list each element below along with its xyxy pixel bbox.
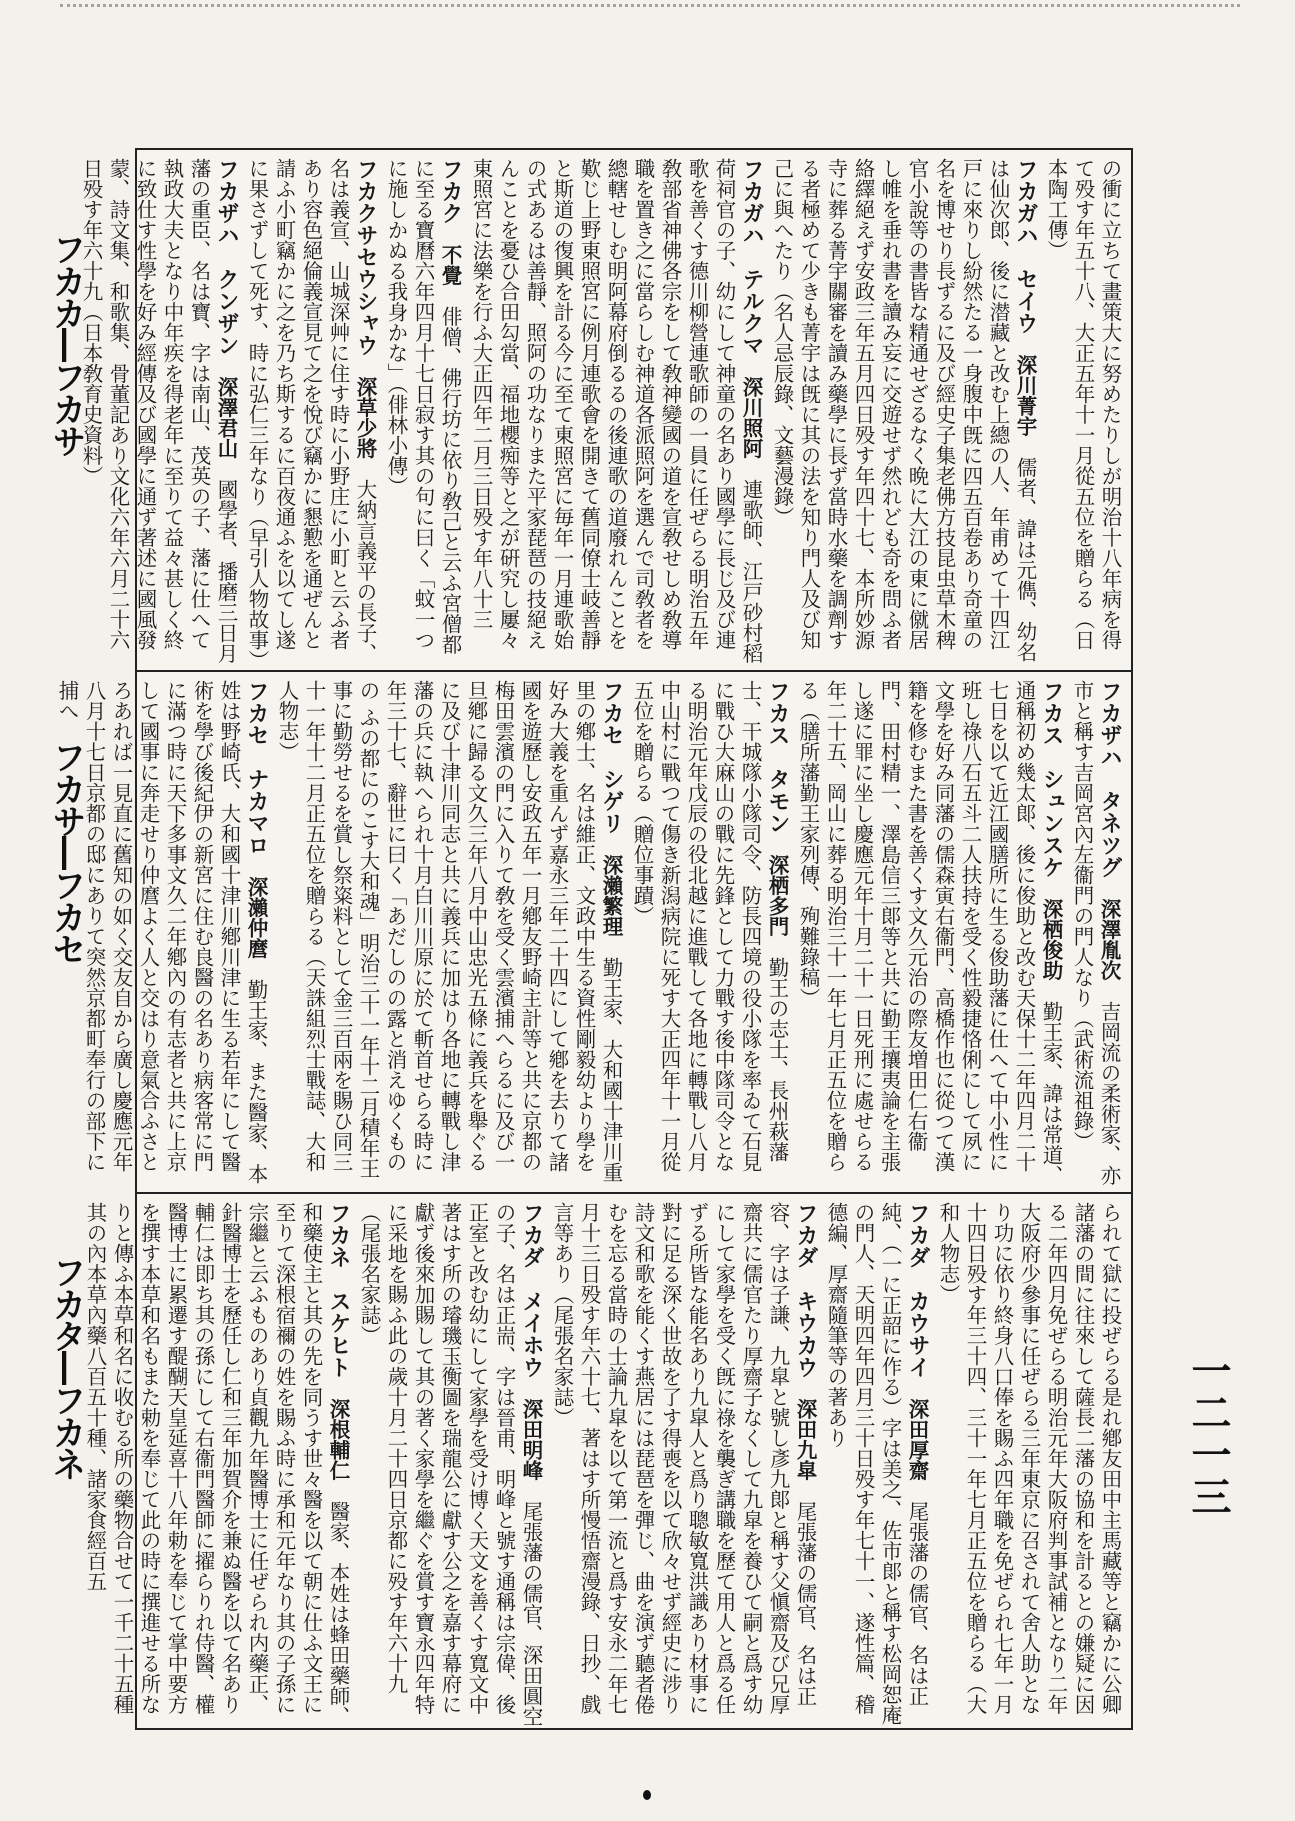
entry-heading: フカダ カウサイ xyxy=(905,1202,930,1378)
band-bottom xyxy=(83,1194,1131,1732)
band-top xyxy=(79,150,1131,672)
entry-name: 深草少將 xyxy=(353,376,377,459)
entry-heading: フカザハ タネツグ xyxy=(1097,680,1122,878)
entry-text: 大納言義平の長子、名は義宣、山城深艸に住す時に小野庄に小町と云ふ者あり容色絕倫義宣見て之を悅び竊かに懇懃を通ぜんと請ふ小町竊かに之を乃ち斯するに百夜通ふを以てし遂に果さずして死す、時に弘仁三年なり（早引人物故事） xyxy=(245,158,377,671)
entry-name: 深田厚齋 xyxy=(905,1398,929,1481)
entry-heading: フカクサセウシャウ xyxy=(353,158,378,356)
entry-text: 俳僧、佛行坊に依り敎己と云ふ宮僧都に至る寶曆六年四月十七日寂す其の句に曰く「蚊一つに施しかぬる我身かな」（俳林小傳） xyxy=(384,158,462,655)
entry-text: の衝に立ちて畫策大に努めたりしが明治十八年病を得て殁す年五十八、大正五年十一月從五位を贈らる（日本陶工傳） xyxy=(1044,158,1122,650)
entry-heading: フカネ スケヒト xyxy=(326,1202,351,1378)
running-head-3: フカタ―フカネ xyxy=(46,1255,86,1479)
entry-middle-1 xyxy=(794,680,1065,1188)
entry-middle-3 xyxy=(273,680,625,1188)
entry-name: 深瀨仲麿 xyxy=(244,876,268,959)
entry-name: 深田九皐 xyxy=(793,1398,817,1481)
entry-top-3 xyxy=(382,158,464,666)
entry-text: 吉岡流の柔術家、亦市と稱す吉岡宮內左衞門の門人なり（武術流祖錄） xyxy=(1070,680,1121,1186)
entry-heading: フカク xyxy=(438,158,463,224)
entry-top-5 xyxy=(77,158,240,666)
entry-heading: フカガハ テルクマ xyxy=(739,158,764,356)
entry-name: 深栖多門 xyxy=(765,854,789,937)
entry-bottom-1 xyxy=(822,1202,931,1728)
page-number: 一二一三 xyxy=(1185,1350,1232,1518)
entry-heading: フカザハ クンザン xyxy=(214,158,239,356)
entry-top-0 xyxy=(1042,158,1123,666)
entry-top-1 xyxy=(768,158,1039,666)
entry-name: 不覺 xyxy=(438,244,462,286)
entry-name: 深根輔仁 xyxy=(326,1398,350,1481)
entry-text: 尾張藩の儒官、深田圓空の子、名は正耑、字は晉甫、明峰と號す通稱は宗偉、後正室と改む幼にして家學を受け博く天文を善くす寬文中著はす所の璿璣玉衡圖を瑞龍公に獻す公之を嘉す幕府に獻ず後來加賜して其の著く家學を繼ぐを賞す寶永四年特に采地を賜ふ此の歲十月二十四日京都に殁す年六十九（尾張名家誌） xyxy=(357,1202,543,1727)
entry-heading: フカス タモン xyxy=(765,680,790,834)
entry-text: 尾張藩の儒官、名は正純、（一に正韶に作る）字は美之、佐市郞と稱す松岡恕庵の門人、天明四年四月三十日殁す年七十一、遂性篇、稽德編、厚齋隨筆等の著あり xyxy=(824,1202,929,1725)
entry-text: 連歌師、江戸砂村稻荷祠官の子、幼にして神童の名あり國學に長じ及び連歌を善くす德川柳營連歌師の一員に任ぜらる明治五年敎部省神佛各宗をして敎神變國の道を宣敎せしめ敎導職を置き之に當らしむ神道各派照阿を選んで司敎者を總轄せしむ明阿幕府倒るるの後連歌の道廢れんことを歎じ上野東照宮に例月連歌會を開きて舊同僚士岐善靜と斯道の復興を計る今に至て東照宮に毎年一月連歌始の式あるは善靜、照阿の功なりまた平家琵琶の技絕えんことを憂ひ合田勾當、福地櫻痴等と之が硏究し屢々東照宮に法樂を行ふ大正四年二月三日殁す年八十三 xyxy=(469,158,763,664)
entry-text: 儒者、諱は元儁、幼名は仙次郎、後に潜藏と改む上總の人、年甫めて十四江戸に來りし紛然たる一身腹中旣に四五百卷あり奇童の名を博せり長ずるに及び經史子集老佛方技昆虫草木稗官小說等の書皆な精通せざるなく晩に大江の東に僦居し帷を垂れ書を讀み妄に交遊せず然れども奇を問ふ者絡繹絕えず安政三年五月四日殁す年四十七、本所妙源寺に葬る菁宇關審を讀み藥學に長ず當時水藥を調劑する者極めて少きも菁宇は旣に其の法を知り門人及び知己に與へたり（名人忌辰錄、文藝漫錄） xyxy=(770,158,1037,662)
entry-text: 勤王家、大和國十津川重里の鄕士、名は維正、文政中生る資性剛毅幼より學を好み大義を重んず嘉永三年二十四にして鄕を去りて諸國を遊歷し安政五年一月鄕友野崎主計等と共に京都の梅田雲濱の門に入りて敎を受く雲濱捕へらるに及び一旦鄕に歸る文久三年八月中山忠光五條に義兵を舉ぐるに及び十津川同志と共に義兵に加はり各地に轉戰し津藩の兵に執へられ十月白川川原に於て斬首せらる時に年三十七、辭世に曰く「あだしのの露と消えゆくものの ふの都にのこす大和魂」明治三十一年十二月積年王事に勤勞せるを賞し祭粢料として金三百兩を賜ひ同三十一年十二月正五位を贈らる（天誅組烈士戰誌、大和人物志） xyxy=(275,680,623,1183)
entry-bottom-4 xyxy=(81,1202,352,1728)
entry-heading: フカセ シゲリ xyxy=(599,680,624,834)
entry-text: 國學者、播磨三日月藩の重臣、名は寶、字は南山、茂英の子、藩に仕へて執政大夫となり中年疾を得老年に至りて益々甚しく終に致仕す性學を好み經傳及び國學に通ず著述に國風發蒙、詩文集、和歌集、骨董記あり文化六年六月二十六日殁す年六十九（日本敎育史資料） xyxy=(79,158,238,664)
entry-top-2 xyxy=(467,158,765,666)
entry-text: 勤王家、諱は常道、通稱初め幾太郞、後に俊助と改む天保十二年四月二十七日を以て近江國膳所に生る俊助藩に仕へて中小性に班し祿八石五斗二人扶持を受く性毅捷恪俐にして夙に文學を好み同藩の儒森寅右衞門、高橋作也に從つて漢籍を修むまた書を善くす文久元治の際友増田仁右衞門、田村精一、澤島信三郞等と共に勤王攘夷論を主張し遂に罪に坐し慶應元年十月二十一日死刑に處せらる年二十五、岡山に葬る明治三十一年七月正五位を贈らる（膳所藩勤王家列傳、殉難錄稿） xyxy=(796,680,1063,1186)
entry-name: 深澤胤次 xyxy=(1097,898,1121,981)
running-head-1: フカカ―フカサ xyxy=(46,232,86,456)
entry-heading: フカダ メイホウ xyxy=(519,1202,544,1378)
scan-edge-noise xyxy=(60,4,1240,17)
entry-text: 勤王の志士、長州萩藩士、干城隊小隊司令、防長四境の役小隊を率ゐて石見に戰ひ大麻山の戰に先鋒として力戰す後中隊司令となる明治元年戊辰の役北越に進戰して各地に轉戰し八月中山村に戰つて傷き新潟病院に死す大正四年十一月從五位を贈らる（贈位事蹟） xyxy=(630,680,789,1172)
running-head-2: フカサ―フカセ xyxy=(46,740,86,964)
entry-name: 深川菁宇 xyxy=(1013,354,1037,437)
entry-text: 尾張藩の儒官、名は正容、字は子謙、九皐と號し彥九郞と稱す父愼齋及び兄厚齋共に儒官たり厚齋子なくして九皐を養ひて嗣と爲す幼にして家學を受く旣に祿を襲ぎ講職を歷て用人と爲る任ずる所皆な能名あり九皐人と爲り聰敏寬洪識あり材事に對に足る深く世故を了す得喪を以て欣々せず經史に涉り詩文和歌を能くす燕居には琵琶を彈じ、曲を演ず聽者倦むを忘る當時の士論九皐を以て第一流と爲す安永二年七月十三日殁す年六十七、著はす所慢悟齋漫錄、日抄、戲言等あり（尾張名家誌） xyxy=(550,1202,817,1715)
entry-middle-2 xyxy=(628,680,791,1188)
entry-heading: フカス シュンスケ xyxy=(1039,680,1064,878)
entry-heading: フカダ キウカウ xyxy=(793,1202,818,1378)
entry-middle-0 xyxy=(1068,680,1123,1188)
entry-bottom-2 xyxy=(548,1202,819,1728)
entry-middle-4 xyxy=(53,680,270,1188)
entry-name: 深川照阿 xyxy=(739,376,763,459)
entry-text: 醫家、本姓は蜂田藥師、和藥使主と其の先を同うす世々醫を以て朝に仕ふ文王に至りて深根宿禰の姓を賜ふ時に承和元年なり其の子孫に宗繼と云ふものあり貞觀九年醫博士に任ぜられ内藥正、針醫博士を歷任し仁和三年加賀介を兼ぬ醫を以て名あり輔仁は即ち其の孫にして右衞門醫師に擢らりれ侍醫、權醫博士に累遷す醍醐天皇延喜十八年勅を奉じて掌中要方を撰す本草和名もまた勅を奉じて此の時に撰進せる所なりと傳ふ本草和名に收むる所の藥物合せて一千二十五種其の內本草內藥八百五十種、諸家食經百五 xyxy=(83,1202,350,1727)
entry-bottom-3 xyxy=(355,1202,545,1728)
entry-bottom-0 xyxy=(934,1202,1123,1728)
entry-heading: フカガハ セイウ xyxy=(1013,158,1038,334)
center-dot xyxy=(643,1790,651,1800)
entry-name: 深栖俊助 xyxy=(1039,898,1063,981)
entry-text: られて獄に投ぜらる是れ鄕友田中主馬藏等と竊かに公卿諸藩の間に往來して薩長二藩の協和を計るとの嫌疑に因る二年四月免ぜらる明治元年大阪府判事試補となり二年大阪府少參事に任ぜらる三年東京に召されて舍人助となり功に依り終身八口俸を賜ふ四年職を免ぜられ七年一月十四日殁す年三十四、三十一年七月正五位を贈らる（大和人物志） xyxy=(936,1202,1122,1715)
entry-name: 深澤君山 xyxy=(214,376,238,459)
entry-text: 勤王家、また醫家、本姓は野崎氏、大和國十津川鄕川津に生る若年にして醫術を學び後紀伊の新宮に住む良醫の名あり病客常に門に滿つ時に天下多事文久二年鄕內の有志者と共に上京して國事に奔走せり仲麿よく人と交はり意氣合ふさとろあれば一見直に舊知の如く交友自から廣し慶應元年八月十七日京都の邸にありて突然京都町奉行の部下に捕へ xyxy=(55,680,268,1184)
entry-heading: フカセ ナカマロ xyxy=(244,680,269,856)
entry-top-4 xyxy=(243,158,379,671)
entry-name: 深瀨繁理 xyxy=(599,854,623,937)
entry-name: 深田明峰 xyxy=(519,1398,543,1481)
